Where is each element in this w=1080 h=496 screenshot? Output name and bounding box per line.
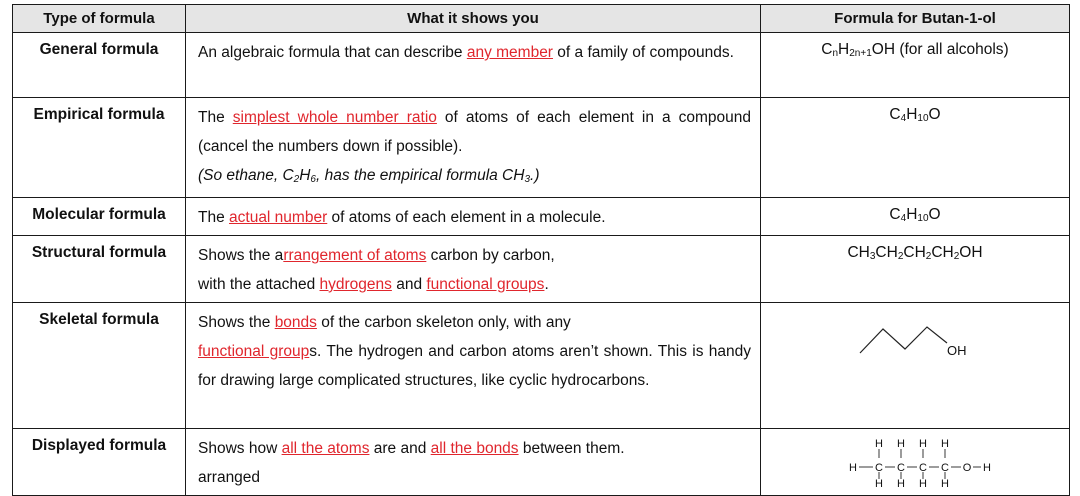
hydrogen-atom: H [875, 438, 883, 450]
hydrogen-atom: H [941, 478, 949, 489]
row-type-displayed: Displayed formula [13, 429, 186, 496]
highlight-term: actual number [229, 209, 328, 226]
table-row [13, 236, 1070, 303]
highlight-term: hydrogens [319, 276, 392, 293]
header-description: What it shows you [186, 5, 761, 33]
row-desc-skeletal: Shows the bonds of the carbon skeleton only, with any functional groups. The hydrogen and carbon atoms aren’t shown. This is handy for drawing large complicated structures, like cyclic hydrocarbons. [186, 303, 761, 429]
header-row [13, 5, 1070, 33]
hydrogen-atom: H [919, 438, 927, 450]
hydrogen-atom: H [849, 462, 857, 474]
formula-skeletal [761, 303, 1070, 429]
hydrogen-atom: H [919, 478, 927, 489]
formula-empirical: $C_4H_{10}O$ [761, 98, 1070, 198]
highlight-term: bonds [274, 314, 317, 331]
formula-displayed [761, 429, 1070, 496]
highlight-term: all the bonds [430, 440, 519, 457]
displayed-structure-diagram [835, 437, 995, 489]
hydrogen-atom: H [897, 478, 905, 489]
carbon-atom: C [941, 462, 949, 474]
formula-table [12, 4, 1070, 496]
highlight-term: functional groups [426, 276, 545, 293]
highlight-term: functional group [198, 343, 310, 360]
formula-structural: $CH_3CH_2CH_2CH_2OH$ [761, 236, 1070, 303]
hydrogen-atom: H [941, 438, 949, 450]
row-desc-displayed: Shows how all the atoms are and all the bonds between them. arranged [186, 429, 761, 496]
table-row [13, 33, 1070, 98]
empirical-note: (So ethane, $C_2H_6$, has the empirical formula $CH_3$.) [198, 167, 540, 185]
highlight-term: simplest whole number ratio [232, 109, 437, 126]
row-type-molecular: Molecular formula [13, 198, 186, 236]
row-type-skeletal: Skeletal formula [13, 303, 186, 429]
carbon-atom: C [919, 462, 927, 474]
hydrogen-atom: H [875, 478, 883, 489]
highlight-term: all the atoms [281, 440, 370, 457]
formula-general: $C_nH_{2n+1}OH$ (for all alcohols) [761, 33, 1070, 98]
row-type-structural: Structural formula [13, 236, 186, 303]
row-desc-molecular: The actual number of atoms of each element in a molecule. [186, 198, 761, 236]
table-row [13, 429, 1070, 496]
highlight-term: rrangement of atoms [283, 247, 427, 264]
header-formula: Formula for Butan-1-ol [761, 5, 1070, 33]
carbon-atom: C [875, 462, 883, 474]
row-desc-general: An algebraic formula that can describe any member of a family of compounds. [186, 33, 761, 98]
highlight-term: any member [466, 44, 553, 61]
header-type: Type of formula [13, 5, 186, 33]
table-row [13, 303, 1070, 429]
skeletal-oh-label: OH [947, 343, 967, 358]
carbon-atom: C [897, 462, 905, 474]
row-type-general: General formula [13, 33, 186, 98]
table-row [13, 98, 1070, 198]
hydrogen-atom: H [983, 462, 991, 474]
row-type-empirical: Empirical formula [13, 98, 186, 198]
formula-molecular: $C_4H_{10}O$ [761, 198, 1070, 236]
skeletal-structure-diagram [855, 315, 975, 365]
row-desc-structural: Shows the arrangement of atoms carbon by carbon, with the attached hydrogens and functional groups. [186, 236, 761, 303]
table-row [13, 198, 1070, 236]
hydrogen-atom: H [897, 438, 905, 450]
row-desc-empirical: The simplest whole number ratio of atoms of each element in a compound (cancel the numbers down if possible). (So ethane, $C_2H_6$, has the empirical formula $CH_3$.) [186, 98, 761, 198]
oxygen-atom: O [962, 462, 972, 474]
